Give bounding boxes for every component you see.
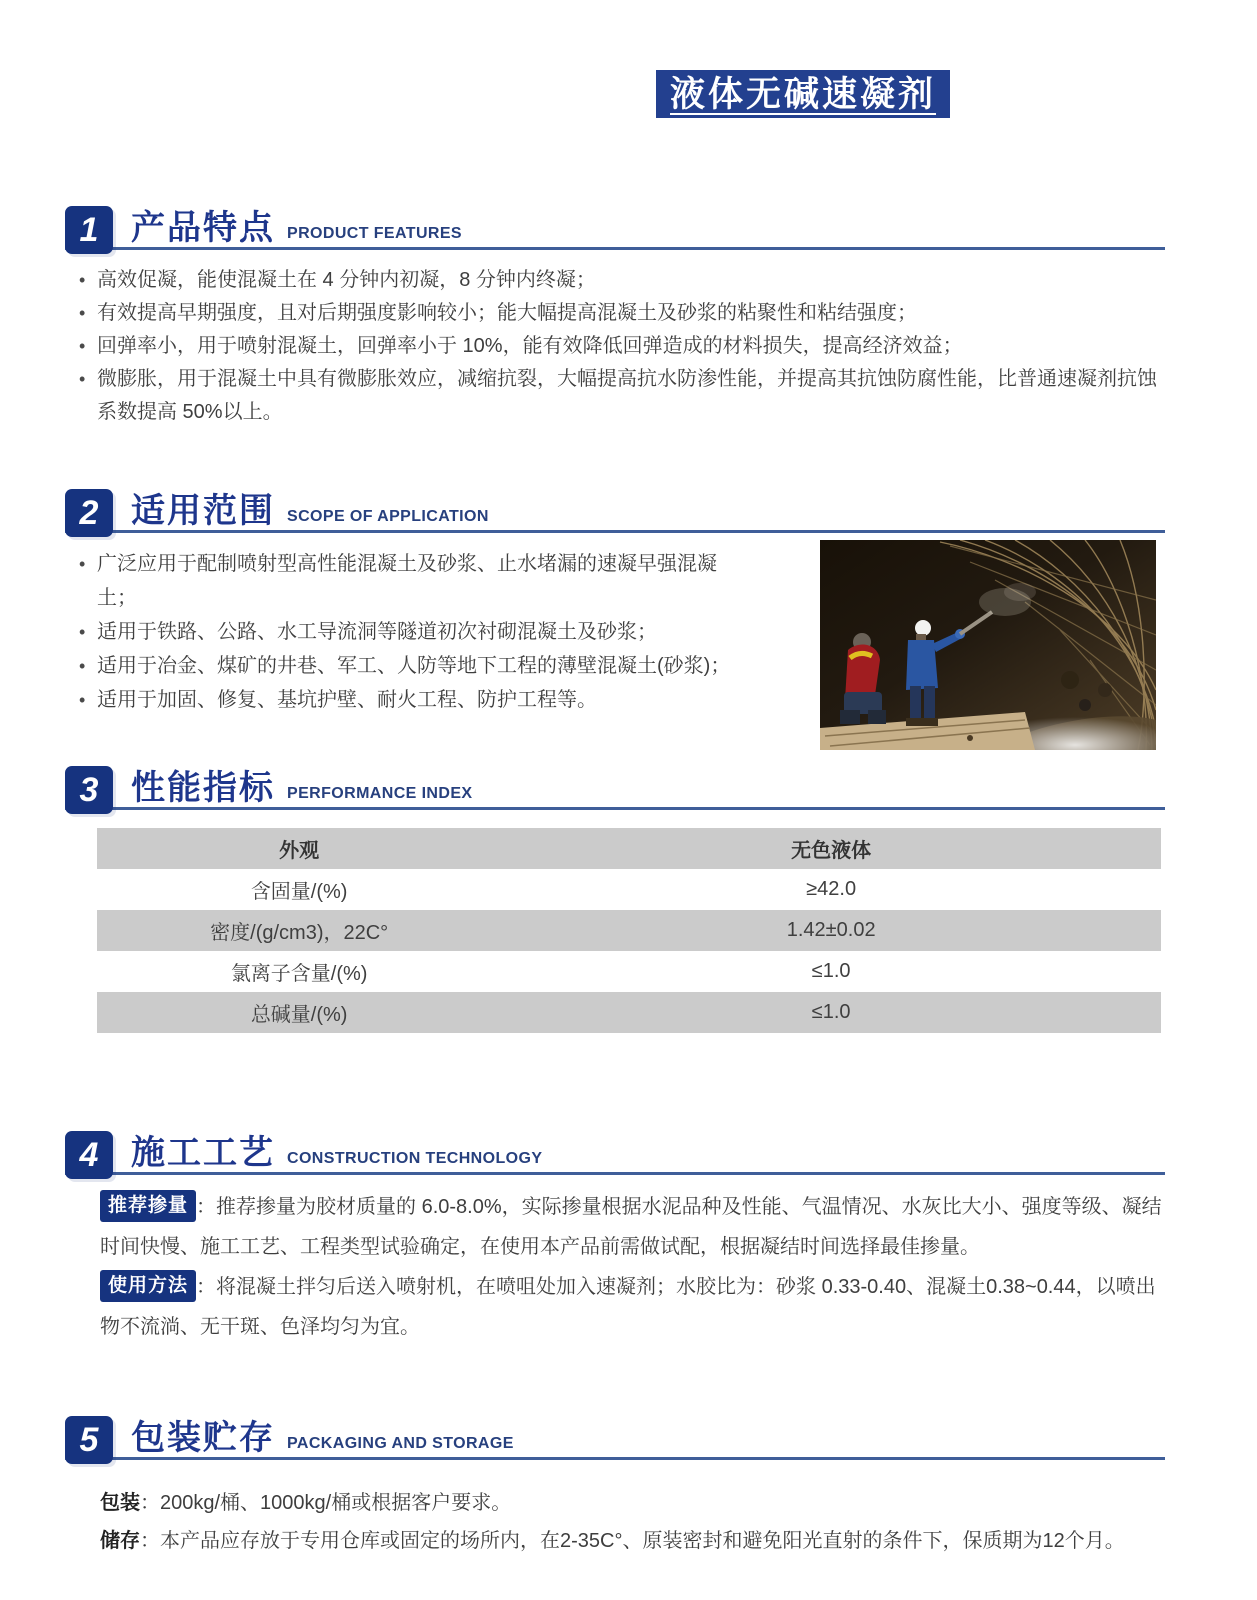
page-title: 液体无碱速凝剂 — [670, 74, 937, 114]
usage-badge: 使用方法 — [100, 1270, 196, 1302]
section-title-en: CONSTRUCTION TECHNOLOGY — [287, 1150, 543, 1167]
list-item: • 适用于加固、修复、基坑护壁、耐火工程、防护工程等。 — [65, 683, 755, 717]
table-row — [97, 869, 1161, 910]
line-text: ：200kg/桶、1000kg/桶或根据客户要求。 — [140, 1492, 512, 1514]
page-title-banner — [656, 70, 950, 118]
packaging-line — [100, 1488, 1165, 1518]
table-row — [97, 828, 1161, 869]
section-title-en: SCOPE OF APPLICATION — [287, 508, 489, 525]
table-cell-value: 1.42±0.02 — [786, 919, 876, 941]
paragraph — [100, 1187, 1162, 1267]
section-title-zh: 适用范围 — [131, 492, 275, 530]
tunnel-shotcrete-photo — [820, 540, 1156, 750]
list-item: • 微膨胀，用于混凝土中具有微膨胀效应，减缩抗裂，大幅提高抗水防渗性能，并提高其抗蚀防腐性能，比普通速凝剂抗蚀系数提高 50%以上。 — [65, 363, 1165, 429]
table-cell-value: ≥42.0 — [806, 878, 857, 900]
scope-list — [65, 547, 755, 717]
storage-line — [100, 1526, 1165, 1556]
section-packaging-storage — [65, 1402, 1165, 1564]
section-number-badge: 5 — [65, 1416, 113, 1464]
table-cell-property: 总碱量/(%) — [250, 1004, 348, 1026]
tunnel-photo-graphic — [820, 540, 1156, 750]
section-product-features — [65, 192, 1165, 429]
section-number-badge: 3 — [65, 766, 113, 814]
list-item: • 有效提高早期强度，且对后期强度影响较小；能大幅提高混凝土及砂浆的粘聚性和粘结强度； — [65, 297, 1165, 330]
scope-list-wrap — [65, 547, 755, 717]
section-header — [65, 752, 1165, 810]
list-item: • 广泛应用于配制喷射型高性能混凝土及砂浆、止水堵漏的速凝早强混凝土； — [65, 547, 755, 615]
section-number-badge: 1 — [65, 206, 113, 254]
construction-paragraphs — [100, 1187, 1162, 1347]
table-cell-value: 无色液体 — [791, 840, 872, 862]
paragraph-text: ：推荐掺量为胶材质量的 6.0-8.0%，实际掺量根据水泥品种及性能、气温情况、水灰比大小、强度等级、凝结时间快慢、施工工艺、工程类型试验确定，在使用本产品前需做试配，根据凝结时间选择最佳掺量。 — [100, 1196, 1162, 1258]
table-row — [97, 992, 1161, 1033]
performance-table — [97, 828, 1161, 1033]
section-title-en: PACKAGING AND STORAGE — [287, 1435, 514, 1452]
list-item: • 高效促凝，能使混凝土在 4 分钟内初凝，8 分钟内终凝； — [65, 264, 1165, 297]
section-title-en: PRODUCT FEATURES — [287, 225, 462, 242]
section-number-badge: 4 — [65, 1131, 113, 1179]
table-row — [97, 910, 1161, 951]
paragraph — [100, 1267, 1162, 1347]
section-header — [65, 1117, 1165, 1175]
section-title-zh: 产品特点 — [131, 209, 275, 247]
dosage-badge: 推荐掺量 — [100, 1190, 196, 1222]
line-label: 储存 — [100, 1530, 140, 1552]
section-title-en: PERFORMANCE INDEX — [287, 785, 473, 802]
list-item: • 适用于冶金、煤矿的井巷、军工、人防等地下工程的薄壁混凝土(砂浆)； — [65, 649, 755, 683]
paragraph-text: ：将混凝土拌匀后送入喷射机，在喷咀处加入速凝剂；水胶比为：砂浆 0.33-0.40、混凝土0.38~0.44，以喷出物不流淌、无干斑、色泽均匀为宜。 — [100, 1276, 1156, 1338]
table-cell-value: ≤1.0 — [811, 1001, 851, 1023]
section-header — [65, 1402, 1165, 1460]
table-cell-property: 含固量/(%) — [250, 881, 348, 903]
packaging-lines — [100, 1488, 1165, 1556]
table-cell-property: 密度/(g/cm3)，22C° — [210, 922, 389, 944]
section-header — [65, 475, 1165, 533]
section-header — [65, 192, 1165, 250]
table-cell-value: ≤1.0 — [811, 960, 851, 982]
section-title-zh: 性能指标 — [131, 769, 275, 807]
section-number-badge: 2 — [65, 489, 113, 537]
list-item: • 回弹率小，用于喷射混凝土，回弹率小于 10%，能有效降低回弹造成的材料损失，提高经济效益； — [65, 330, 1165, 363]
feature-list — [65, 264, 1165, 429]
section-title-zh: 施工工艺 — [131, 1134, 275, 1172]
table-cell-property: 氯离子含量/(%) — [230, 963, 368, 985]
list-item: • 适用于铁路、公路、水工导流洞等隧道初次衬砌混凝土及砂浆； — [65, 615, 755, 649]
section-performance-index — [65, 752, 1165, 1033]
table-cell-property: 外观 — [279, 840, 320, 862]
section-title-zh: 包装贮存 — [131, 1419, 275, 1457]
table-row — [97, 951, 1161, 992]
line-label: 包装 — [100, 1492, 140, 1514]
section-construction-technology — [65, 1117, 1165, 1347]
line-text: ：本产品应存放于专用仓库或固定的场所内，在2-35C°、原装密封和避免阳光直射的条件下，保质期为12个月。 — [140, 1530, 1125, 1552]
